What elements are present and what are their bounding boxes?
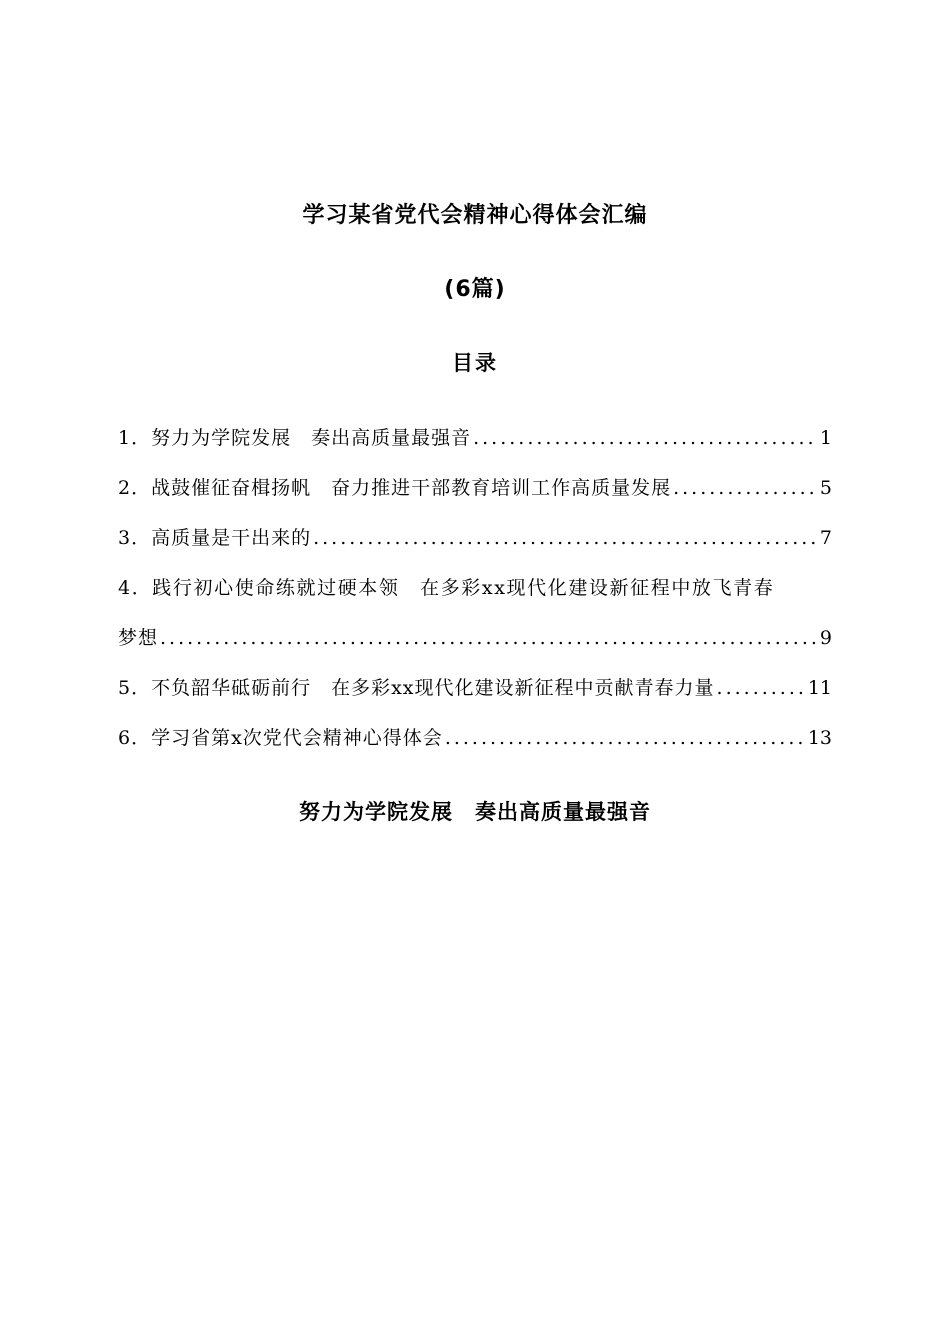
toc-page-number: 5 bbox=[819, 477, 832, 499]
toc-dot-leader bbox=[473, 423, 818, 453]
toc-entry-4-line-1[interactable] bbox=[118, 573, 832, 623]
toc-entry-text: 2．战鼓催征奋楫扬帆 奋力推进干部教育培训工作高质量发展 bbox=[118, 477, 672, 499]
toc-entry-text: 4．践行初心使命练就过硬本领 在多彩xx现代化建设新征程中放飞青春 bbox=[118, 577, 775, 599]
toc-dot-leader bbox=[160, 623, 818, 653]
toc-entry-text: 梦想 bbox=[118, 627, 159, 649]
toc-entry-5[interactable] bbox=[118, 673, 832, 723]
toc-page-number: 13 bbox=[807, 727, 832, 749]
toc-page-number: 7 bbox=[819, 527, 832, 549]
toc-dot-leader bbox=[717, 673, 806, 703]
toc-page-number: 9 bbox=[819, 627, 832, 649]
document-title: 学习某省党代会精神心得体会汇编 bbox=[302, 203, 648, 228]
toc-entry-6[interactable] bbox=[118, 723, 832, 773]
toc-page-number: 11 bbox=[807, 677, 832, 699]
toc-dot-leader bbox=[313, 523, 818, 553]
toc-heading: 目录 bbox=[452, 351, 498, 375]
toc-entry-text: 1．努力为学院发展 奏出高质量最强音 bbox=[118, 427, 472, 449]
document-subtitle: (6篇) bbox=[444, 277, 506, 302]
toc-entry-text: 5．不负韶华砥砺前行 在多彩xx现代化建设新征程中贡献青春力量 bbox=[118, 677, 715, 699]
toc-entry-1[interactable] bbox=[118, 423, 832, 473]
section-heading: 努力为学院发展 奏出高质量最强音 bbox=[299, 800, 651, 824]
toc-dot-leader bbox=[445, 723, 806, 753]
toc-entry-text: 6．学习省第x次党代会精神心得体会 bbox=[118, 727, 443, 749]
toc-entry-text: 3．高质量是干出来的 bbox=[118, 527, 312, 549]
toc-page-number: 1 bbox=[819, 427, 832, 449]
toc-entry-3[interactable] bbox=[118, 523, 832, 573]
toc-entry-2[interactable] bbox=[118, 473, 832, 523]
toc-entry-4-line-2[interactable] bbox=[118, 623, 832, 673]
table-of-contents bbox=[118, 423, 832, 773]
toc-dot-leader bbox=[673, 473, 818, 503]
